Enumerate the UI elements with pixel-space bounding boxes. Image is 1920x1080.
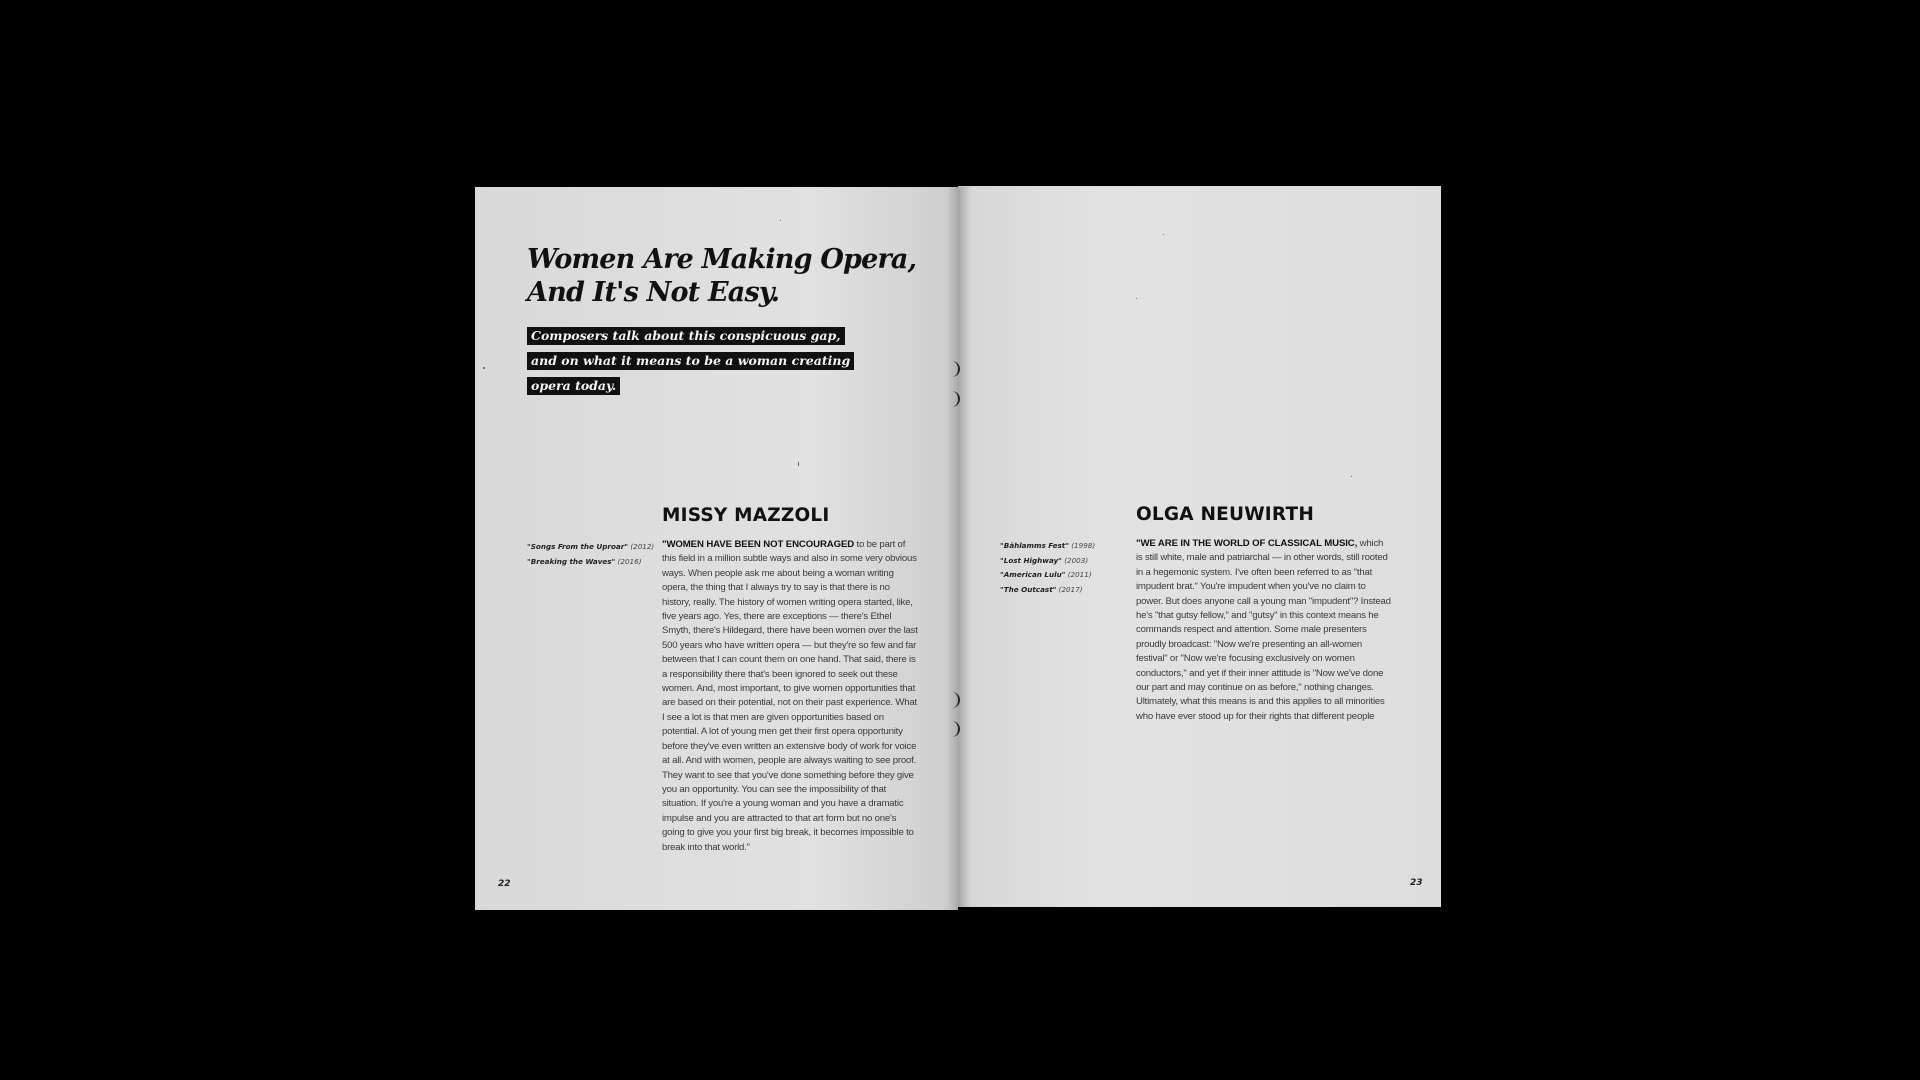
paper-speck <box>1136 298 1137 299</box>
gutter-shadow <box>948 187 970 910</box>
work-item: "American Lulu" (2011) <box>1000 570 1092 579</box>
page-number-right: 23 <box>1410 878 1423 888</box>
works-list-neuwirth <box>1000 539 1095 597</box>
work-item: "Lost Highway" (2003) <box>1000 555 1089 565</box>
page-number-left: 22 <box>498 879 511 889</box>
composer-name-neuwirth: OLGA NEUWIRTH <box>1136 504 1315 525</box>
body-text-neuwirth <box>1136 537 1392 724</box>
article-title <box>527 243 927 309</box>
deck-line-2: and on what it means to be a woman creating <box>527 352 854 370</box>
title-line-1: Women Are Making Opera, <box>527 244 917 275</box>
deck-line-1: Composers talk about this conspicuous gap, <box>527 327 845 345</box>
work-item: "Songs From the Uproar" (2012) <box>527 542 655 551</box>
work-item: "Breaking the Waves" (2016) <box>527 556 642 566</box>
composer-name-mazzoli: MISSY MAZZOLI <box>662 505 830 526</box>
lead-in-neuwirth: "WE ARE IN THE WORLD OF CLASSICAL MUSIC, <box>1136 538 1358 549</box>
right-page <box>958 186 1441 907</box>
works-list-mazzoli <box>527 540 654 569</box>
work-item: "The Outcast" (2017) <box>1000 584 1083 594</box>
body-text-mazzoli <box>662 538 918 855</box>
title-line-2: And It's Not Easy. <box>527 277 780 308</box>
paper-speck <box>1351 476 1352 477</box>
paper-speck <box>780 220 781 221</box>
body-copy-mazzoli: to be part of this field in a million subtle ways and also in some very obvious ways. When people ask me about being a woman writing opera, the thing that I always try to say is that there is no history, really. The history of women writing opera started, like, five years ago. Yes, there are exceptions — there's Ethel Smyth, there's Hildegard, there have been women over the last 500 years who have written opera — but they're so few and far between that I can count them on one hand. That said, there is a responsibility there that's been ignored to seek out these women. And, most important, to give women opportunities that are based on their potential, not on their past experience. What I see a lot is that men are given opportunities based on potential. A lot of young men get their first opera opportunity before they've even written an extensive body of work for voice at all. And with women, people are always waiting to see proof. They want to see that you've done something before they give you an opportunity. You can see the impossibility of that situation. If you're a young woman and you have a dramatic impulse and you are attracted to that art form but no one's going to give you your first big break, it becomes impossible to break into that world." <box>662 539 918 853</box>
paper-speck <box>1163 234 1164 235</box>
left-page <box>475 187 958 910</box>
lead-in-mazzoli: "WOMEN HAVE BEEN NOT ENCOURAGED <box>662 539 855 550</box>
work-item: "Bählamms Fest" (1998) <box>1000 541 1096 550</box>
deck-line-3: opera today. <box>527 377 620 395</box>
paper-speck <box>483 367 485 369</box>
article-deck <box>527 323 854 398</box>
body-copy-neuwirth: which is still white, male and patriarchal — in other words, still rooted in a hegemonic system. I've often been referred to as "that impudent brat." You're impudent when you've no claim to power. But does anyone call a young man "impudent"? Instead he's "that gutsy fellow," and "gutsy" in this context means he commands respect and attention. Some male presenters proudly broadcast: "Now we're presenting an all-women festival" or "Now we're focusing exclusively on women conductors," and yet if their inner attitude is "Now we've done our part and may continue on as before," nothing changes. Ultimately, what this means is and this applies to all minorities who have ever stood up for their rights that different people <box>1136 538 1391 722</box>
paper-speck <box>798 462 799 466</box>
